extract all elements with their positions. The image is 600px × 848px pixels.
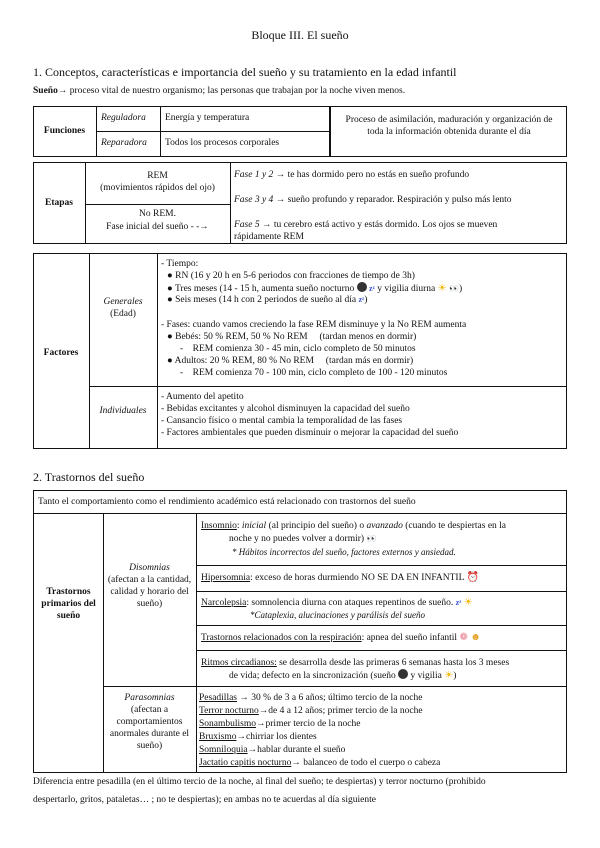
factores-label: Factores: [43, 348, 79, 358]
ritmos-text-c: y vigilia: [410, 671, 442, 681]
seis-meses-text: Seis meses (14 h con 2 periodos de sueño al día: [175, 295, 357, 305]
rem-title: REM: [147, 171, 168, 181]
individual-factor-2: - Bebidas excitantes y alcohol disminuyen la capacidad del sueño: [161, 404, 410, 414]
adultos-rem-text: REM comienza 70 - 100 min, ciclo completo de 100 - 120 minutos: [192, 368, 448, 378]
etapas-label: Etapas: [45, 198, 73, 208]
footer-note-1: Diferencia entre pesadilla (en el último tercio de la noche, al final del sueño; te despiertas) y terror nocturno (prohibido: [33, 777, 486, 787]
reparadora-label: Reparadora: [101, 138, 147, 148]
reparadora-value: Todos los procesos corporales: [165, 138, 280, 148]
norem-title: No REM.: [139, 209, 176, 219]
pesadillas-label: Pesadillas: [199, 693, 237, 703]
sleep-icon: zᶻ: [455, 598, 462, 607]
narcolepsia-text: : somnolencia diurna con ataques repentinos de sueño.: [246, 598, 454, 608]
section-2-heading: 2. Trastornos del sueño: [33, 470, 145, 484]
parasomnia-bruxismo: [199, 731, 317, 743]
terror-text: →de 4 a 12 años; primer tercio de la noche: [258, 706, 423, 716]
disomnias-title: Disomnias: [129, 563, 170, 573]
sonambulismo-label: Sonambulismo: [199, 719, 257, 729]
narcolepsia-label: Narcolepsia: [201, 598, 247, 608]
parasomnia-sonambulismo: [199, 718, 360, 730]
respiracion-text: : apnea del sueño infantil: [361, 633, 458, 643]
bruxismo-label: Bruxismo: [199, 732, 237, 742]
hipersomnia-text: : exceso de horas durmiendo NO SE DA EN INFANTIL: [250, 573, 465, 583]
sun-icon: ☀: [437, 283, 447, 294]
intro-line: [33, 86, 405, 96]
parasomnia-somniloquia: [199, 744, 345, 756]
page-title: Bloque III. El sueño: [251, 28, 349, 42]
ritmos-line-2: [229, 669, 456, 682]
insomnio-line-1: [201, 520, 563, 532]
bruxismo-text: →chirriar los dientes: [236, 732, 317, 742]
eyes-icon: 👀: [448, 284, 459, 293]
narcolepsia-note: *Cataplexia, alucinaciones y parálisis del sueño: [250, 610, 425, 620]
jactatio-text: → balanceo de todo el cuerpo o cabeza: [291, 758, 441, 768]
fase-3-4-text: → sueño profundo y reparador. Respiración y pulso más lento: [273, 195, 512, 205]
tres-meses-text-b: y vigilia diurna: [377, 284, 436, 294]
funciones-summary: Proceso de asimilación, maduración y organización de toda la información obtenida durante el día: [345, 115, 553, 137]
narcolepsia: [201, 597, 473, 609]
tres-meses-text: Tres meses (14 - 15 h, aumenta sueño nocturno: [174, 284, 355, 294]
section-1-heading: 1. Conceptos, características e importancia del sueño y su tratamiento en la edad infantil: [33, 65, 457, 79]
disomnias-sub: (afectan a la cantidad, calidad y horario del sueño): [107, 575, 192, 609]
alarm-clock-icon: ⏰: [466, 572, 479, 583]
fase-1-2-label: Fase 1 y 2: [234, 170, 274, 180]
respiracion: [201, 632, 481, 644]
sun-icon: ☀: [463, 597, 473, 608]
insomnio-text-a: :: [236, 521, 242, 531]
terror-label: Terror nocturno: [199, 706, 259, 716]
sonambulismo-text: →primer tercio de la noche: [256, 719, 361, 729]
intro-arrow: →: [57, 86, 68, 96]
hipersomnia: [201, 572, 479, 584]
generales-sub: (Edad): [110, 309, 136, 319]
rn-item: ● RN (16 y 20 h en 5-6 periodos con fracciones de tiempo de 3h): [167, 271, 415, 281]
generales-label: Generales: [103, 297, 143, 307]
sun-icon: ☀: [444, 670, 454, 681]
bebes-rem-item: - REM comienza 30 - 45 min, ciclo completo de 50 minutos: [180, 344, 416, 354]
insomnio-line-2: [229, 533, 376, 545]
trastornos-banner: Tanto el comportamiento como el rendimiento académico está relacionado con trastornos del sueño: [38, 497, 416, 507]
ritmos-line-1: [201, 657, 509, 669]
insomnio-note: * Hábitos incorrectos del sueño, factores externos y ansiedad.: [232, 547, 456, 557]
lungs-icon: ❁: [459, 632, 468, 643]
fase-5-text: → tu cerebro está activo y estás dormido. Los ojos se mueven: [259, 220, 498, 230]
individual-factor-1: - Aumento del apetito: [161, 392, 244, 402]
parasomnia-jactatio: [199, 757, 440, 769]
fase-1-2: [234, 169, 469, 181]
fase-3-4: [234, 194, 512, 206]
ritmos-text-a: se desarrolla desde las primeras 6 semanas hasta los 3 meses: [276, 658, 510, 668]
individuales-label: Individuales: [99, 406, 147, 416]
fase-3-4-label: Fase 3 y 4: [234, 195, 274, 205]
insomnio-text-b: (al principio del sueño) o: [266, 521, 367, 531]
jactatio-label: Jactatio capitis nocturno: [199, 758, 292, 768]
fases-heading: - Fases: cuando vamos creciendo la fase REM disminuye y la No REM aumenta: [161, 320, 467, 330]
fase-5-text-2: rápidamente REM: [234, 232, 304, 242]
fase-5-label: Fase 5: [234, 220, 260, 230]
respiracion-label: Trastornos relacionados con la respiración: [201, 633, 362, 643]
intro-text: proceso vital de nuestro organismo; las personas que trabajan por la noche viven menos.: [67, 86, 406, 96]
somniloquia-text: →hablar durante el sueño: [247, 745, 346, 755]
intro-term: Sueño: [33, 86, 58, 96]
parasomnia-pesadillas: [199, 692, 422, 704]
parasomnia-terror: [199, 705, 423, 717]
parasomnias-cell: [105, 692, 194, 752]
hipersomnia-label: Hipersomnia: [201, 573, 251, 583]
somniloquia-label: Somniloquia: [199, 745, 248, 755]
adultos-rem-item: - REM comienza 70 - 100 min, ciclo completo de 100 - 120 minutos: [180, 368, 448, 378]
parasomnias-title: Parasomnias: [124, 693, 175, 703]
fase-1-2-text: → te has dormido pero no estás en sueño profundo: [273, 170, 470, 180]
insomnio-text-d: noche y no puedes volver a dormir): [229, 534, 365, 544]
norem-subtitle: Fase inicial del sueño - -→: [106, 222, 209, 232]
bebes-text: Bebés: 50 % REM, 50 % No REM (tardan menos en dormir): [175, 332, 417, 342]
bebes-rem-text: REM comienza 30 - 45 min, ciclo completo de 50 minutos: [192, 344, 416, 354]
ritmos-text-b: de vida; defecto en la sincronización (sueño: [229, 671, 396, 681]
eyes-icon: 👀: [366, 534, 377, 543]
insomnio-text-c: (cuando te despiertas en la: [402, 521, 507, 531]
tres-meses-item: ● Tres meses (14 - 15 h, aumenta sueño nocturno zᶻ y vigilia diurna ☀ 👀): [167, 283, 463, 294]
seis-meses-item: ● Seis meses (14 h con 2 periodos de sueño al día zᶻ): [167, 295, 368, 305]
individual-factor-3: - Cansancio físico o mental cambia la temporalidad de las fases: [161, 416, 403, 426]
individual-factor-4: - Factores ambientales que pueden disminuir o mejorar la capacidad del sueño: [161, 428, 459, 438]
tiempo-heading: - Tiempo:: [161, 259, 199, 269]
fase-5: [234, 219, 497, 231]
insomnio-label: Insomnio: [201, 521, 237, 531]
pesadillas-text: → 30 % de 3 a 6 años; último tercio de la noche: [237, 693, 423, 703]
funciones-label: Funciones: [43, 126, 86, 136]
rn-text: RN (16 y 20 h en 5-6 periodos con fracciones de tiempo de 3h): [175, 271, 415, 281]
seis-meses-text-b: ): [364, 295, 368, 305]
adultos-text: Adultos: 20 % REM, 80 % No REM (tardan más en dormir): [174, 356, 414, 366]
sleep-icon: zᶻ: [369, 284, 375, 293]
baby-icon: ☻: [470, 632, 481, 643]
trastornos-primarios-label: Trastornos primarios del sueño: [41, 587, 96, 621]
footer-note-2: despertarlo, gritos, pataletas… ; no te despiertas); en ambas no te acuerdas al día siguiente: [33, 795, 376, 805]
rem-subtitle: (movimientos rápidos del ojo): [100, 183, 215, 193]
adultos-item: ● Adultos: 20 % REM, 80 % No REM (tardan más en dormir): [167, 356, 414, 366]
ritmos-label: Ritmos circadianos:: [201, 658, 277, 668]
parasomnias-sub: (afectan a comportamientos anormales durante el sueño): [109, 705, 190, 751]
bebes-item: ● Bebés: 50 % REM, 50 % No REM (tardan menos en dormir): [167, 332, 417, 342]
sleep-icon: zᶻ: [358, 295, 365, 304]
insomnio-avanzado: avanzado: [366, 521, 403, 531]
disomnias-cell: [105, 562, 194, 610]
reguladora-value: Energía y temperatura: [165, 113, 250, 123]
moon-icon: [398, 669, 408, 679]
ritmos-text-d: ): [453, 671, 457, 681]
moon-icon: [357, 282, 367, 292]
reguladora-label: Reguladora: [101, 113, 146, 123]
insomnio-inicial: inicial: [241, 521, 267, 531]
